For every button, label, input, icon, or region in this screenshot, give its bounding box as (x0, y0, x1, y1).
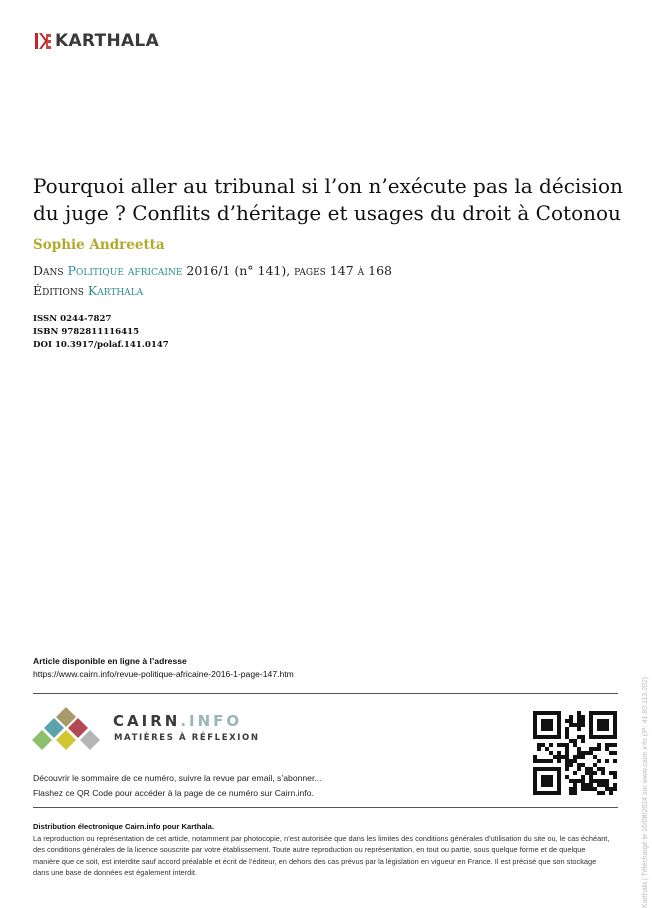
qr-module (605, 711, 609, 715)
qr-module (597, 767, 601, 771)
qr-module (573, 791, 577, 795)
qr-module (533, 775, 537, 779)
qr-module (545, 759, 549, 763)
source-line (33, 263, 392, 278)
qr-module (533, 783, 537, 787)
qr-module (613, 787, 617, 791)
qr-module (533, 771, 537, 775)
qr-module (601, 771, 605, 775)
qr-module (557, 711, 561, 715)
qr-module (581, 739, 585, 743)
qr-module (541, 723, 545, 727)
qr-module (557, 719, 561, 723)
in-prefix: Dans (33, 263, 64, 278)
qr-module (537, 791, 541, 795)
qr-module (549, 711, 553, 715)
qr-module (549, 751, 553, 755)
qr-module (545, 723, 549, 727)
qr-module (565, 719, 569, 723)
qr-module (541, 783, 545, 787)
qr-module (597, 723, 601, 727)
qr-module (533, 715, 537, 719)
qr-module (553, 791, 557, 795)
qr-module (533, 791, 537, 795)
qr-module (533, 731, 537, 735)
qr-module (613, 711, 617, 715)
qr-module (569, 719, 573, 723)
qr-module (609, 787, 613, 791)
qr-module (609, 791, 613, 795)
cairn-name-info: INFO (189, 712, 243, 730)
qr-module (581, 715, 585, 719)
logo-text: KARTHALA (55, 31, 160, 51)
qr-module (537, 743, 541, 747)
qr-module (585, 767, 589, 771)
qr-module (589, 715, 593, 719)
qr-module (589, 783, 593, 787)
editions-line (33, 283, 143, 298)
qr-module (573, 787, 577, 791)
qr-module (581, 763, 585, 767)
page-range: , pages 147 à 168 (286, 263, 392, 278)
qr-module (557, 731, 561, 735)
qr-module (557, 743, 561, 747)
qr-module (593, 787, 597, 791)
qr-module (613, 719, 617, 723)
qr-module (605, 727, 609, 731)
qr-module (557, 751, 561, 755)
qr-module (569, 739, 573, 743)
qr-module (565, 751, 569, 755)
qr-module (533, 727, 537, 731)
qr-module (541, 767, 545, 771)
cairn-name-dot: . (180, 712, 190, 730)
article-url[interactable]: https://www.cairn.info/revue-politique-africaine-2016-1-page-147.htm (33, 669, 294, 679)
qr-code-icon[interactable] (533, 711, 617, 795)
qr-module (541, 719, 545, 723)
qr-module (593, 755, 597, 759)
qr-module (557, 791, 561, 795)
qr-module (573, 771, 577, 775)
qr-module (573, 759, 577, 763)
qr-module (569, 715, 573, 719)
qr-module (537, 747, 541, 751)
qr-module (605, 787, 609, 791)
qr-module (589, 727, 593, 731)
qr-module (577, 711, 581, 715)
qr-module (609, 771, 613, 775)
cairn-name-main: CAIRN (113, 712, 181, 730)
qr-module (557, 723, 561, 727)
qr-module (573, 779, 577, 783)
qr-module (581, 751, 585, 755)
qr-module (581, 719, 585, 723)
qr-module (593, 711, 597, 715)
qr-module (589, 787, 593, 791)
qr-module (541, 735, 545, 739)
qr-module (541, 791, 545, 795)
qr-module (561, 743, 565, 747)
discover-line-1[interactable]: Découvrir le sommaire de ce numéro, suivre la revue par email, s’abonner... (33, 773, 322, 783)
qr-module (553, 735, 557, 739)
qr-module (557, 727, 561, 731)
qr-module (557, 775, 561, 779)
qr-module (565, 735, 569, 739)
qr-module (613, 775, 617, 779)
qr-module (581, 783, 585, 787)
author-name[interactable]: Sophie Andreetta (33, 237, 165, 253)
qr-module (609, 751, 613, 755)
qr-module (605, 747, 609, 751)
doi: DOI 10.3917/polaf.141.0147 (33, 340, 169, 350)
qr-module (557, 759, 561, 763)
qr-module (569, 759, 573, 763)
qr-module (613, 727, 617, 731)
qr-module (561, 755, 565, 759)
qr-module (553, 755, 557, 759)
qr-module (569, 787, 573, 791)
qr-module (613, 771, 617, 775)
qr-module (565, 747, 569, 751)
qr-module (541, 775, 545, 779)
qr-module (597, 759, 601, 763)
qr-module (545, 727, 549, 731)
qr-module (545, 791, 549, 795)
qr-module (565, 775, 569, 779)
qr-module (565, 767, 569, 771)
qr-module (577, 715, 581, 719)
qr-module (613, 743, 617, 747)
qr-module (537, 767, 541, 771)
qr-module (597, 783, 601, 787)
qr-module (593, 771, 597, 775)
qr-module (577, 723, 581, 727)
qr-module (557, 783, 561, 787)
qr-module (589, 775, 593, 779)
qr-module (613, 735, 617, 739)
qr-module (581, 779, 585, 783)
qr-module (577, 763, 581, 767)
qr-module (601, 723, 605, 727)
qr-module (589, 735, 593, 739)
cairn-wordmark (113, 712, 242, 730)
qr-module (549, 775, 553, 779)
qr-module (601, 783, 605, 787)
qr-module (533, 735, 537, 739)
qr-module (597, 791, 601, 795)
qr-module (605, 783, 609, 787)
qr-module (537, 759, 541, 763)
karthala-logo-icon (35, 32, 53, 50)
qr-module (581, 787, 585, 791)
qr-module (565, 763, 569, 767)
qr-module (581, 755, 585, 759)
qr-module (605, 759, 609, 763)
qr-module (549, 767, 553, 771)
qr-module (577, 779, 581, 783)
publisher-link[interactable]: Karthala (87, 283, 144, 298)
qr-module (549, 727, 553, 731)
qr-module (541, 711, 545, 715)
qr-module (549, 735, 553, 739)
qr-module (573, 723, 577, 727)
qr-module (597, 779, 601, 783)
qr-module (569, 779, 573, 783)
qr-module (581, 775, 585, 779)
qr-module (537, 735, 541, 739)
discover-text (33, 771, 322, 801)
issn: ISSN 0244-7827 (33, 314, 112, 324)
qr-module (557, 735, 561, 739)
issue-number[interactable]: 2016/1 (n° 141) (186, 263, 287, 278)
article-title: Pourquoi aller au tribunal si l’on n’exécute pas la décision du juge ? Conflits d’héritage et usages du droit à Cotonou (33, 174, 623, 225)
qr-module (613, 759, 617, 763)
divider (33, 693, 618, 694)
qr-module (565, 727, 569, 731)
qr-module (533, 779, 537, 783)
qr-module (533, 719, 537, 723)
qr-module (577, 767, 581, 771)
qr-module (565, 759, 569, 763)
qr-module (533, 723, 537, 727)
editions-prefix: Éditions (33, 283, 84, 298)
qr-module (573, 739, 577, 743)
qr-module (573, 743, 577, 747)
qr-module (605, 779, 609, 783)
distribution-label: Distribution électronique Cairn.info pour Karthala. (33, 822, 214, 831)
qr-module (577, 719, 581, 723)
qr-module (557, 779, 561, 783)
qr-module (565, 755, 569, 759)
qr-module (589, 771, 593, 775)
qr-module (613, 731, 617, 735)
qr-module (545, 711, 549, 715)
download-watermark: Karthala | Téléchargé le 16/08/2024 sur www.cairn.info (IP: 41.80.113.202) (642, 676, 649, 908)
qr-module (549, 723, 553, 727)
qr-module (557, 755, 561, 759)
qr-module (549, 783, 553, 787)
qr-module (585, 751, 589, 755)
qr-module (565, 731, 569, 735)
qr-module (549, 779, 553, 783)
journal-link[interactable]: Politique africaine (67, 263, 183, 278)
distribution-text: La reproduction ou représentation de cet article, notamment par photocopie, n’est autorisée que dans les limites des conditions générales d’utilisation du site ou, le cas échéant, des conditions générales de la licence souscrite par votre établissement. Toute autre reproduction ou représentation, en tout ou partie, sous quelque forme et de quelque manière que ce soit, est interdite sauf accord préalable et écrit de l’éditeur, en dehors des cas prévus par la législation en vigueur en France. Il est précisé que son stockage dans une base de données est également interdit. (33, 834, 610, 878)
qr-module (585, 783, 589, 787)
qr-module (545, 779, 549, 783)
qr-module (609, 735, 613, 739)
qr-module (601, 767, 605, 771)
qr-module (597, 719, 601, 723)
qr-module (577, 755, 581, 759)
qr-module (557, 715, 561, 719)
qr-module (533, 767, 537, 771)
qr-module (541, 743, 545, 747)
isbn: ISBN 9782811116415 (33, 327, 140, 337)
qr-module (597, 735, 601, 739)
qr-module (577, 747, 581, 751)
qr-module (577, 735, 581, 739)
qr-module (569, 763, 573, 767)
qr-module (609, 711, 613, 715)
qr-module (589, 767, 593, 771)
qr-module (589, 779, 593, 783)
qr-module (601, 727, 605, 731)
qr-module (613, 783, 617, 787)
qr-module (545, 735, 549, 739)
qr-module (601, 735, 605, 739)
qr-module (589, 731, 593, 735)
qr-module (581, 723, 585, 727)
qr-module (601, 719, 605, 723)
qr-module (581, 735, 585, 739)
qr-module (597, 747, 601, 751)
qr-module (597, 711, 601, 715)
qr-module (541, 759, 545, 763)
identifiers (33, 313, 169, 352)
qr-module (613, 715, 617, 719)
publisher-logo (35, 30, 159, 52)
qr-module (549, 759, 553, 763)
qr-module (597, 743, 601, 747)
qr-module (593, 779, 597, 783)
qr-module (557, 771, 561, 775)
qr-module (541, 779, 545, 783)
qr-module (537, 711, 541, 715)
qr-module (609, 743, 613, 747)
qr-module (545, 775, 549, 779)
qr-module (589, 723, 593, 727)
qr-module (605, 743, 609, 747)
qr-module (589, 747, 593, 751)
qr-module (573, 783, 577, 787)
qr-module (613, 723, 617, 727)
qr-module (545, 747, 549, 751)
qr-module (613, 751, 617, 755)
qr-module (585, 771, 589, 775)
qr-module (533, 787, 537, 791)
availability-label: Article disponible en ligne à l’adresse (33, 656, 187, 666)
qr-module (545, 719, 549, 723)
qr-module (589, 751, 593, 755)
qr-module (577, 751, 581, 755)
qr-module (549, 719, 553, 723)
qr-module (553, 711, 557, 715)
qr-module (565, 743, 569, 747)
divider (33, 807, 618, 808)
qr-module (557, 787, 561, 791)
qr-module (573, 755, 577, 759)
qr-module (553, 767, 557, 771)
qr-module (533, 711, 537, 715)
qr-module (593, 735, 597, 739)
qr-module (569, 791, 573, 795)
cairn-logo-icon (32, 705, 106, 755)
qr-module (589, 711, 593, 715)
qr-module (549, 743, 553, 747)
qr-module (597, 727, 601, 731)
qr-module (601, 711, 605, 715)
qr-module (605, 723, 609, 727)
qr-module (601, 791, 605, 795)
qr-module (541, 727, 545, 731)
qr-module (605, 719, 609, 723)
qr-module (533, 759, 537, 763)
qr-module (593, 747, 597, 751)
qr-module (545, 783, 549, 787)
qr-module (549, 791, 553, 795)
qr-module (605, 735, 609, 739)
qr-module (593, 763, 597, 767)
qr-module (577, 727, 581, 731)
qr-module (585, 787, 589, 791)
qr-module (589, 719, 593, 723)
qr-module (569, 723, 573, 727)
discover-line-2: Flashez ce QR Code pour accéder à la page de ce numéro sur Cairn.info. (33, 788, 314, 798)
qr-module (557, 767, 561, 771)
qr-module (545, 767, 549, 771)
qr-module (533, 755, 537, 759)
cairn-tagline: MATIÈRES À RÉFLEXION (114, 733, 260, 743)
qr-module (601, 779, 605, 783)
